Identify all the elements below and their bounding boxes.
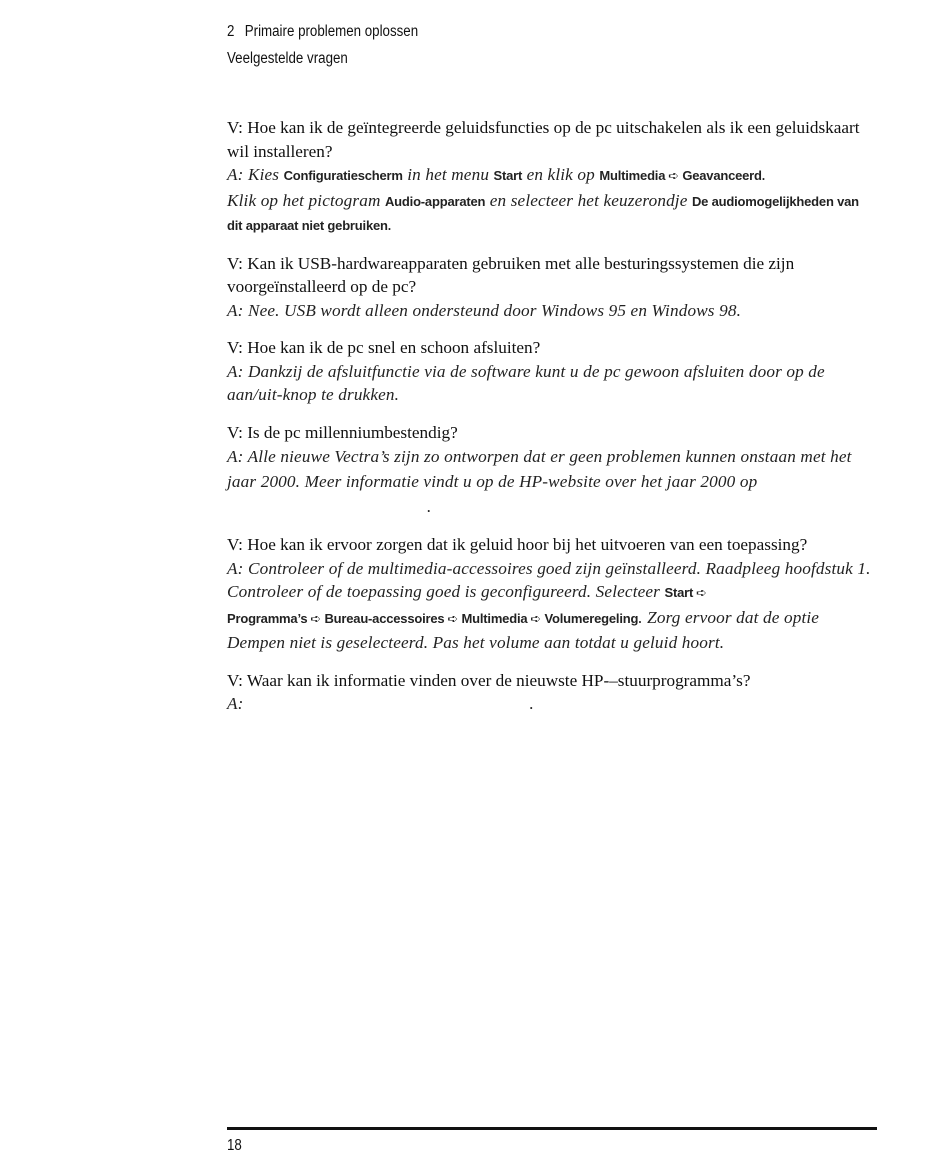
answer-text: . [387, 215, 393, 234]
ui-term: Programma’s [227, 610, 308, 626]
answer [227, 163, 877, 238]
menu-arrow-icon: ➪ [310, 611, 322, 627]
answer [227, 692, 877, 716]
menu-arrow-icon: ➪ [530, 611, 542, 627]
answer-text: A: Controleer of de multimedia-accessoires goed zijn geïnstalleerd. Raadpleeg hoofdstuk 1. [227, 558, 871, 578]
answer [227, 444, 877, 519]
answer-text: en selecteer het keuzerondje [485, 190, 692, 210]
ui-term: Configuratiescherm [283, 168, 403, 183]
answer-text: Klik op het pictogram [227, 190, 385, 210]
faq-item [227, 421, 877, 520]
footer-rule [227, 1127, 877, 1130]
question: V: Hoe kan ik de pc snel en schoon afsluiten? [227, 338, 541, 357]
answer-text: A: Kies [227, 165, 284, 184]
answer-end: . [427, 497, 432, 516]
menu-arrow-icon: ➪ [696, 586, 708, 601]
faq-item [227, 116, 877, 238]
ui-term: Geavanceerd [682, 168, 762, 183]
answer: A: Nee. USB wordt alleen ondersteund door Windows 95 en Windows 98. [227, 300, 742, 320]
answer-text: A: [227, 694, 244, 713]
answer: A: Dankzij de afsluitfunctie via de software kunt u de pc gewoon afsluiten door op de aan/uit-knop te drukken. [227, 361, 825, 404]
ui-term: Start [664, 585, 694, 600]
chapter-title: Primaire problemen oplossen [244, 23, 419, 40]
faq-item [227, 252, 877, 323]
faq-item [227, 669, 877, 716]
ui-term: Multimedia [461, 610, 528, 626]
ui-term: Audio-apparaten [384, 193, 486, 209]
ui-term: Bureau-accessoires [324, 610, 445, 626]
section-title: Veelgestelde vragen [227, 50, 348, 67]
ui-term: Volumeregeling [544, 610, 639, 626]
answer-text: . [761, 165, 767, 184]
ui-term: Start [493, 168, 523, 183]
question: V: Kan ik USB-hardwareapparaten gebruiken met alle besturingssystemen die zijn voorgeïnstalleerd op de pc? [227, 253, 795, 296]
answer [227, 557, 877, 655]
menu-arrow-icon: ➪ [447, 611, 459, 627]
ui-term: De audiomogelijkheden van dit apparaat niet gebruiken [227, 193, 859, 233]
answer-text: in het menu [402, 165, 494, 184]
question: V: Hoe kan ik de geïntegreerde geluidsfuncties op de pc uitschakelen als ik een geluidskaart wil installeren? [227, 118, 860, 161]
faq-item [227, 336, 877, 407]
question: V: Is de pc millenniumbestendig? [227, 422, 458, 442]
answer-text: A: Alle nieuwe Vectra’s zijn zo ontworpen dat er geen problemen kunnen onstaan met het jaar 2000. Meer informatie vindt u op de HP-website over het jaar 2000 op [227, 447, 852, 491]
ui-term: Multimedia [599, 168, 666, 183]
question: V: Hoe kan ik ervoor zorgen dat ik geluid hoor bij het uitvoeren van een toepassing? [227, 535, 808, 554]
answer-text: . Zorg ervoor dat de optie Dempen niet is geselecteerd. Pas het volume aan totdat u geluid hoort. [227, 607, 820, 652]
answer-text: en klik op [522, 165, 600, 184]
faq-list [227, 116, 877, 730]
question: V: Waar kan ik informatie vinden over de nieuwste HP-–stuurprogramma’s? [227, 670, 751, 690]
answer-end: . [529, 694, 534, 713]
running-header [227, 20, 449, 71]
menu-arrow-icon: ➪ [668, 169, 680, 184]
answer-text: Controleer of de toepassing goed is geconfigureerd. Selecteer [227, 582, 665, 601]
chapter-heading [227, 20, 418, 44]
page-number: 18 [227, 1137, 242, 1154]
chapter-number: 2 [227, 23, 235, 40]
faq-item [227, 533, 877, 655]
